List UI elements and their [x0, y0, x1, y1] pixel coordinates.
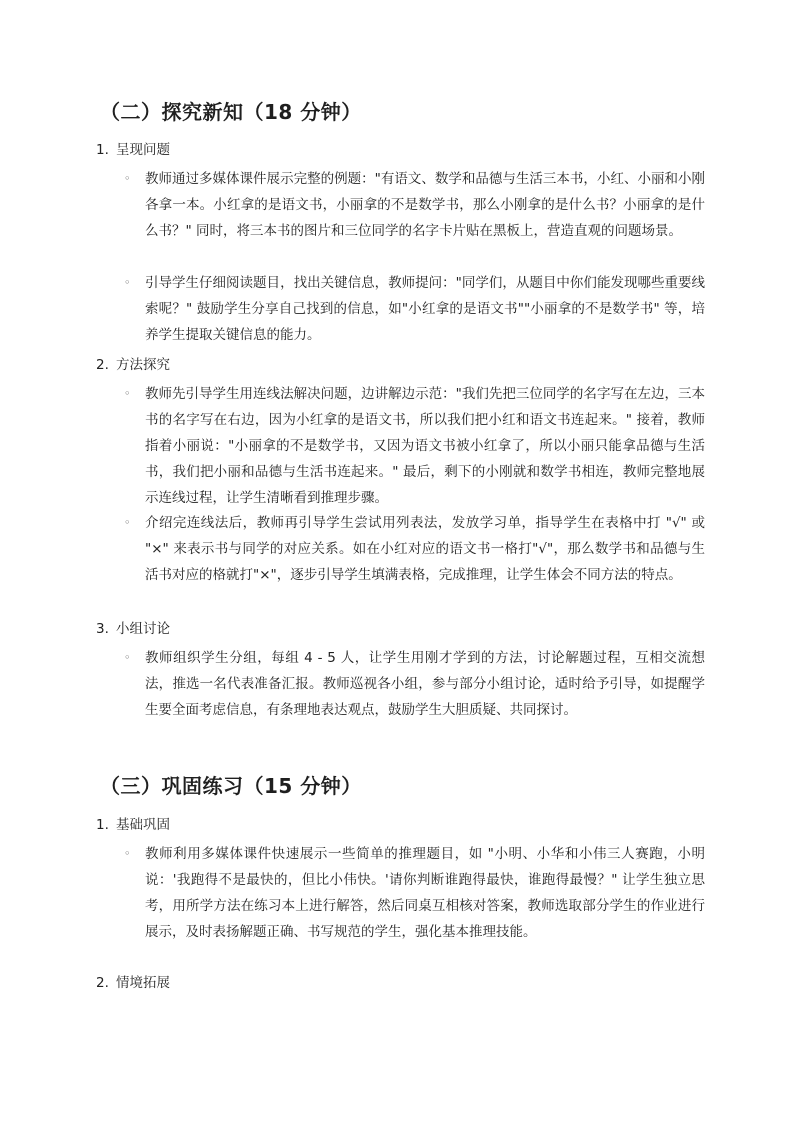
- list-item-title: 基础巩固: [116, 817, 170, 833]
- list-item-group-discussion: [96, 617, 170, 637]
- bullet-icon: ◦: [124, 387, 131, 400]
- paragraph: 教师通过多媒体课件展示完整的例题："有语文、数学和品德与生活三本书，小红、小丽和小刚各拿一本。小红拿的是语文书，小丽拿的不是数学书，那么小刚拿的是什么书？小丽拿的是什么书？" 同时，将三本书的图片和三位同学的名字卡片贴在黑板上，营造直观的问题场景。: [145, 171, 705, 239]
- list-item-context-extension: [96, 971, 170, 991]
- bullet-icon: ◦: [124, 276, 131, 289]
- list-number: 1.: [96, 817, 109, 833]
- paragraph: 教师先引导学生用连线法解决问题，边讲解边示范："我们先把三位同学的名字写在左边，三本书的名字写在右边，因为小红拿的是语文书，所以我们把小红和语文书连起来。" 接着，教师指着小丽说："小丽拿的不是数学书，又因为语文书被小红拿了，所以小丽只能拿品德与生活书，我们把小丽和品德与生活书连起来。" 最后，剩下的小刚就和数学书相连，教师完整地展示连线过程，让学生清晰看到推理步骤。: [145, 386, 705, 506]
- list-item-title: 小组讨论: [116, 621, 170, 637]
- list-item-title: 情境拓展: [116, 975, 170, 991]
- bullet-icon: ◦: [124, 847, 131, 860]
- section-heading-practice: （三）巩固练习（15 分钟）: [100, 774, 362, 798]
- paragraph: 介绍完连线法后，教师再引导学生尝试用列表法，发放学习单，指导学生在表格中打 "√" 或 "×" 来表示书与同学的对应关系。如在小红对应的语文书一格打"√"，那么数学书和品德与生活书对应的格就打"×"，逐步引导学生填满表格，完成推理，让学生体会不同方法的特点。: [145, 515, 705, 583]
- bullet-icon: ◦: [124, 651, 131, 664]
- list-item-basic-practice: [96, 813, 170, 833]
- list-number: 2.: [96, 357, 109, 373]
- list-number: 1.: [96, 142, 109, 158]
- list-number: 2.: [96, 975, 109, 991]
- list-item-method-explore: [96, 353, 170, 373]
- list-item-title: 呈现问题: [116, 142, 170, 158]
- paragraph: 教师组织学生分组，每组 4 - 5 人，让学生用刚才学到的方法，讨论解题过程，互相交流想法，推选一名代表准备汇报。教师巡视各小组，参与部分小组讨论，适时给予引导，如提醒学生要全面考虑信息，有条理地表达观点，鼓励学生大胆质疑、共同探讨。: [145, 650, 705, 718]
- paragraph: 引导学生仔细阅读题目，找出关键信息，教师提问："同学们，从题目中你们能发现哪些重要线索呢？" 鼓励学生分享自己找到的信息，如"小红拿的是语文书""小丽拿的不是数学书" 等，培养学生提取关键信息的能力。: [145, 275, 705, 343]
- bullet-icon: ◦: [124, 172, 131, 185]
- section-heading-explore: （二）探究新知（18 分钟）: [100, 100, 362, 124]
- list-item-present-problem: [96, 138, 170, 158]
- paragraph: 教师利用多媒体课件快速展示一些简单的推理题目，如 "小明、小华和小伟三人赛跑，小明说：'我跑得不是最快的，但比小伟快。'请你判断谁跑得最快，谁跑得最慢？" 让学生独立思考，用所学方法在练习本上进行解答，然后同桌互相核对答案，教师选取部分学生的作业进行展示，及时表扬解题正确、书写规范的学生，强化基本推理技能。: [145, 846, 705, 940]
- list-item-title: 方法探究: [116, 357, 170, 373]
- bullet-icon: ◦: [124, 516, 131, 529]
- list-number: 3.: [96, 621, 109, 637]
